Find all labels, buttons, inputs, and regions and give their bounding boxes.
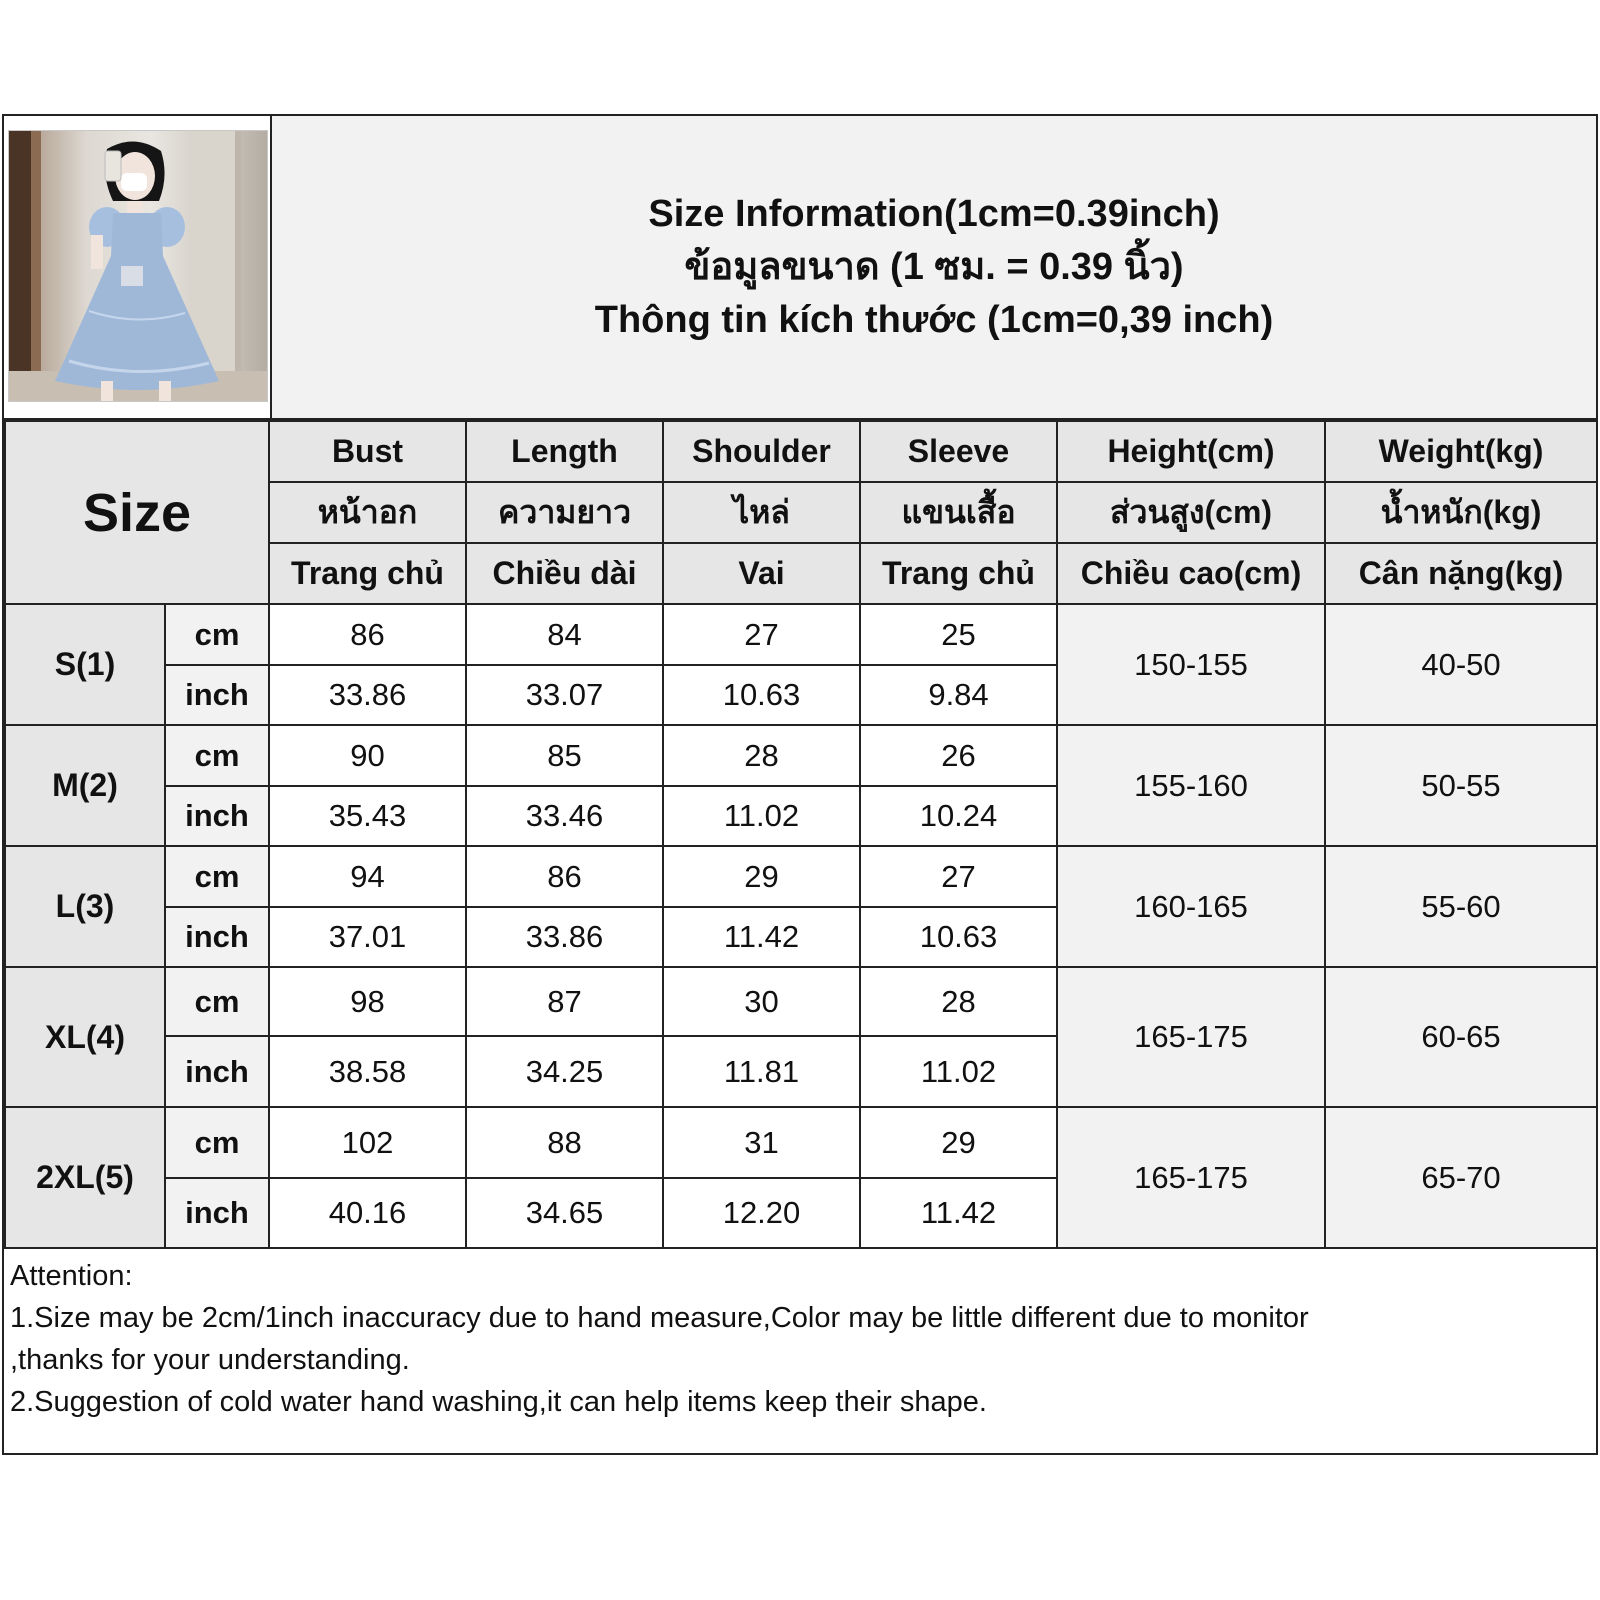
- unit-label: cm: [165, 967, 269, 1036]
- unit-label: cm: [165, 1107, 269, 1178]
- measurement-cell: 29: [663, 846, 860, 907]
- size-label: M(2): [5, 725, 165, 846]
- measurement-cell: 29: [860, 1107, 1057, 1178]
- col-header-shoulder: Shoulder: [663, 421, 860, 482]
- unit-label: inch: [165, 665, 269, 725]
- attention-notes: [4, 1249, 1596, 1453]
- measurement-cell: 33.86: [269, 665, 466, 725]
- title-english: Size Information(1cm=0.39inch): [648, 192, 1220, 235]
- unit-label: cm: [165, 604, 269, 665]
- measurement-cell: 10.63: [860, 907, 1057, 967]
- weight-range-cell: 55-60: [1325, 846, 1597, 967]
- col-header-weight-vi: Cân nặng(kg): [1325, 543, 1597, 604]
- title-thai: ข้อมูลขนาด (1 ซม. = 0.39 นิ้ว): [684, 245, 1184, 288]
- unit-label: inch: [165, 786, 269, 846]
- measurement-cell: 34.25: [466, 1036, 663, 1107]
- measurement-cell: 11.81: [663, 1036, 860, 1107]
- size-row: [5, 725, 1597, 786]
- measurement-cell: 34.65: [466, 1178, 663, 1248]
- measurement-cell: 10.63: [663, 665, 860, 725]
- notes-heading: Attention:: [10, 1260, 133, 1292]
- weight-range-cell: 60-65: [1325, 967, 1597, 1107]
- size-row: [5, 967, 1597, 1036]
- size-row: [5, 604, 1597, 665]
- measurement-cell: 33.46: [466, 786, 663, 846]
- product-photo: [8, 130, 268, 402]
- measurement-cell: 30: [663, 967, 860, 1036]
- measurement-cell: 86: [269, 604, 466, 665]
- note-line-2: ,thanks for your understanding.: [10, 1344, 410, 1376]
- size-header: Size: [5, 421, 269, 604]
- header-row-english: [5, 421, 1597, 482]
- col-header-sleeve-thai: แขนเสื้อ: [860, 482, 1057, 543]
- size-chart: [2, 114, 1598, 1455]
- size-label: XL(4): [5, 967, 165, 1107]
- measurement-cell: 35.43: [269, 786, 466, 846]
- note-line-3: 2.Suggestion of cold water hand washing,it can help items keep their shape.: [10, 1386, 987, 1418]
- measurement-cell: 98: [269, 967, 466, 1036]
- measurement-cell: 28: [663, 725, 860, 786]
- measurement-cell: 28: [860, 967, 1057, 1036]
- height-range-cell: 165-175: [1057, 967, 1325, 1107]
- size-row: [5, 1107, 1597, 1178]
- size-table: [4, 420, 1598, 1249]
- col-header-bust: Bust: [269, 421, 466, 482]
- title-vietnamese: Thông tin kích thước (1cm=0,39 inch): [594, 298, 1274, 341]
- measurement-cell: 27: [860, 846, 1057, 907]
- measurement-cell: 12.20: [663, 1178, 860, 1248]
- measurement-cell: 102: [269, 1107, 466, 1178]
- unit-label: cm: [165, 725, 269, 786]
- col-header-height: Height(cm): [1057, 421, 1325, 482]
- measurement-cell: 11.42: [860, 1178, 1057, 1248]
- weight-range-cell: 50-55: [1325, 725, 1597, 846]
- size-label: 2XL(5): [5, 1107, 165, 1248]
- col-header-bust-vi: Trang chủ: [269, 543, 466, 604]
- measurement-cell: 88: [466, 1107, 663, 1178]
- dress-model-image: [9, 131, 267, 401]
- measurement-cell: 38.58: [269, 1036, 466, 1107]
- measurement-cell: 11.42: [663, 907, 860, 967]
- size-label: L(3): [5, 846, 165, 967]
- col-header-shoulder-thai: ไหล่: [663, 482, 860, 543]
- height-range-cell: 150-155: [1057, 604, 1325, 725]
- measurement-cell: 86: [466, 846, 663, 907]
- unit-label: cm: [165, 846, 269, 907]
- measurement-cell: 25: [860, 604, 1057, 665]
- col-header-length-thai: ความยาว: [466, 482, 663, 543]
- weight-range-cell: 40-50: [1325, 604, 1597, 725]
- measurement-cell: 9.84: [860, 665, 1057, 725]
- measurement-cell: 33.86: [466, 907, 663, 967]
- measurement-cell: 11.02: [663, 786, 860, 846]
- unit-label: inch: [165, 907, 269, 967]
- measurement-cell: 33.07: [466, 665, 663, 725]
- measurement-cell: 10.24: [860, 786, 1057, 846]
- col-header-weight: Weight(kg): [1325, 421, 1597, 482]
- weight-range-cell: 65-70: [1325, 1107, 1597, 1248]
- measurement-cell: 40.16: [269, 1178, 466, 1248]
- height-range-cell: 155-160: [1057, 725, 1325, 846]
- product-photo-cell: [4, 116, 272, 418]
- chart-header: [4, 116, 1596, 420]
- measurement-cell: 31: [663, 1107, 860, 1178]
- measurement-cell: 90: [269, 725, 466, 786]
- col-header-length: Length: [466, 421, 663, 482]
- height-range-cell: 165-175: [1057, 1107, 1325, 1248]
- note-line-1: 1.Size may be 2cm/1inch inaccuracy due to hand measure,Color may be little different due to monitor: [10, 1302, 1309, 1334]
- unit-label: inch: [165, 1036, 269, 1107]
- col-header-weight-thai: น้ำหนัก(kg): [1325, 482, 1597, 543]
- measurement-cell: 85: [466, 725, 663, 786]
- col-header-sleeve: Sleeve: [860, 421, 1057, 482]
- col-header-height-thai: ส่วนสูง(cm): [1057, 482, 1325, 543]
- col-header-length-vi: Chiều dài: [466, 543, 663, 604]
- measurement-cell: 87: [466, 967, 663, 1036]
- measurement-cell: 27: [663, 604, 860, 665]
- measurement-cell: 94: [269, 846, 466, 907]
- measurement-cell: 84: [466, 604, 663, 665]
- height-range-cell: 160-165: [1057, 846, 1325, 967]
- col-header-height-vi: Chiều cao(cm): [1057, 543, 1325, 604]
- col-header-shoulder-vi: Vai: [663, 543, 860, 604]
- col-header-sleeve-vi: Trang chủ: [860, 543, 1057, 604]
- title-block: [272, 116, 1596, 418]
- measurement-cell: 11.02: [860, 1036, 1057, 1107]
- col-header-bust-thai: หน้าอก: [269, 482, 466, 543]
- measurement-cell: 26: [860, 725, 1057, 786]
- size-label: S(1): [5, 604, 165, 725]
- measurement-cell: 37.01: [269, 907, 466, 967]
- size-row: [5, 846, 1597, 907]
- unit-label: inch: [165, 1178, 269, 1248]
